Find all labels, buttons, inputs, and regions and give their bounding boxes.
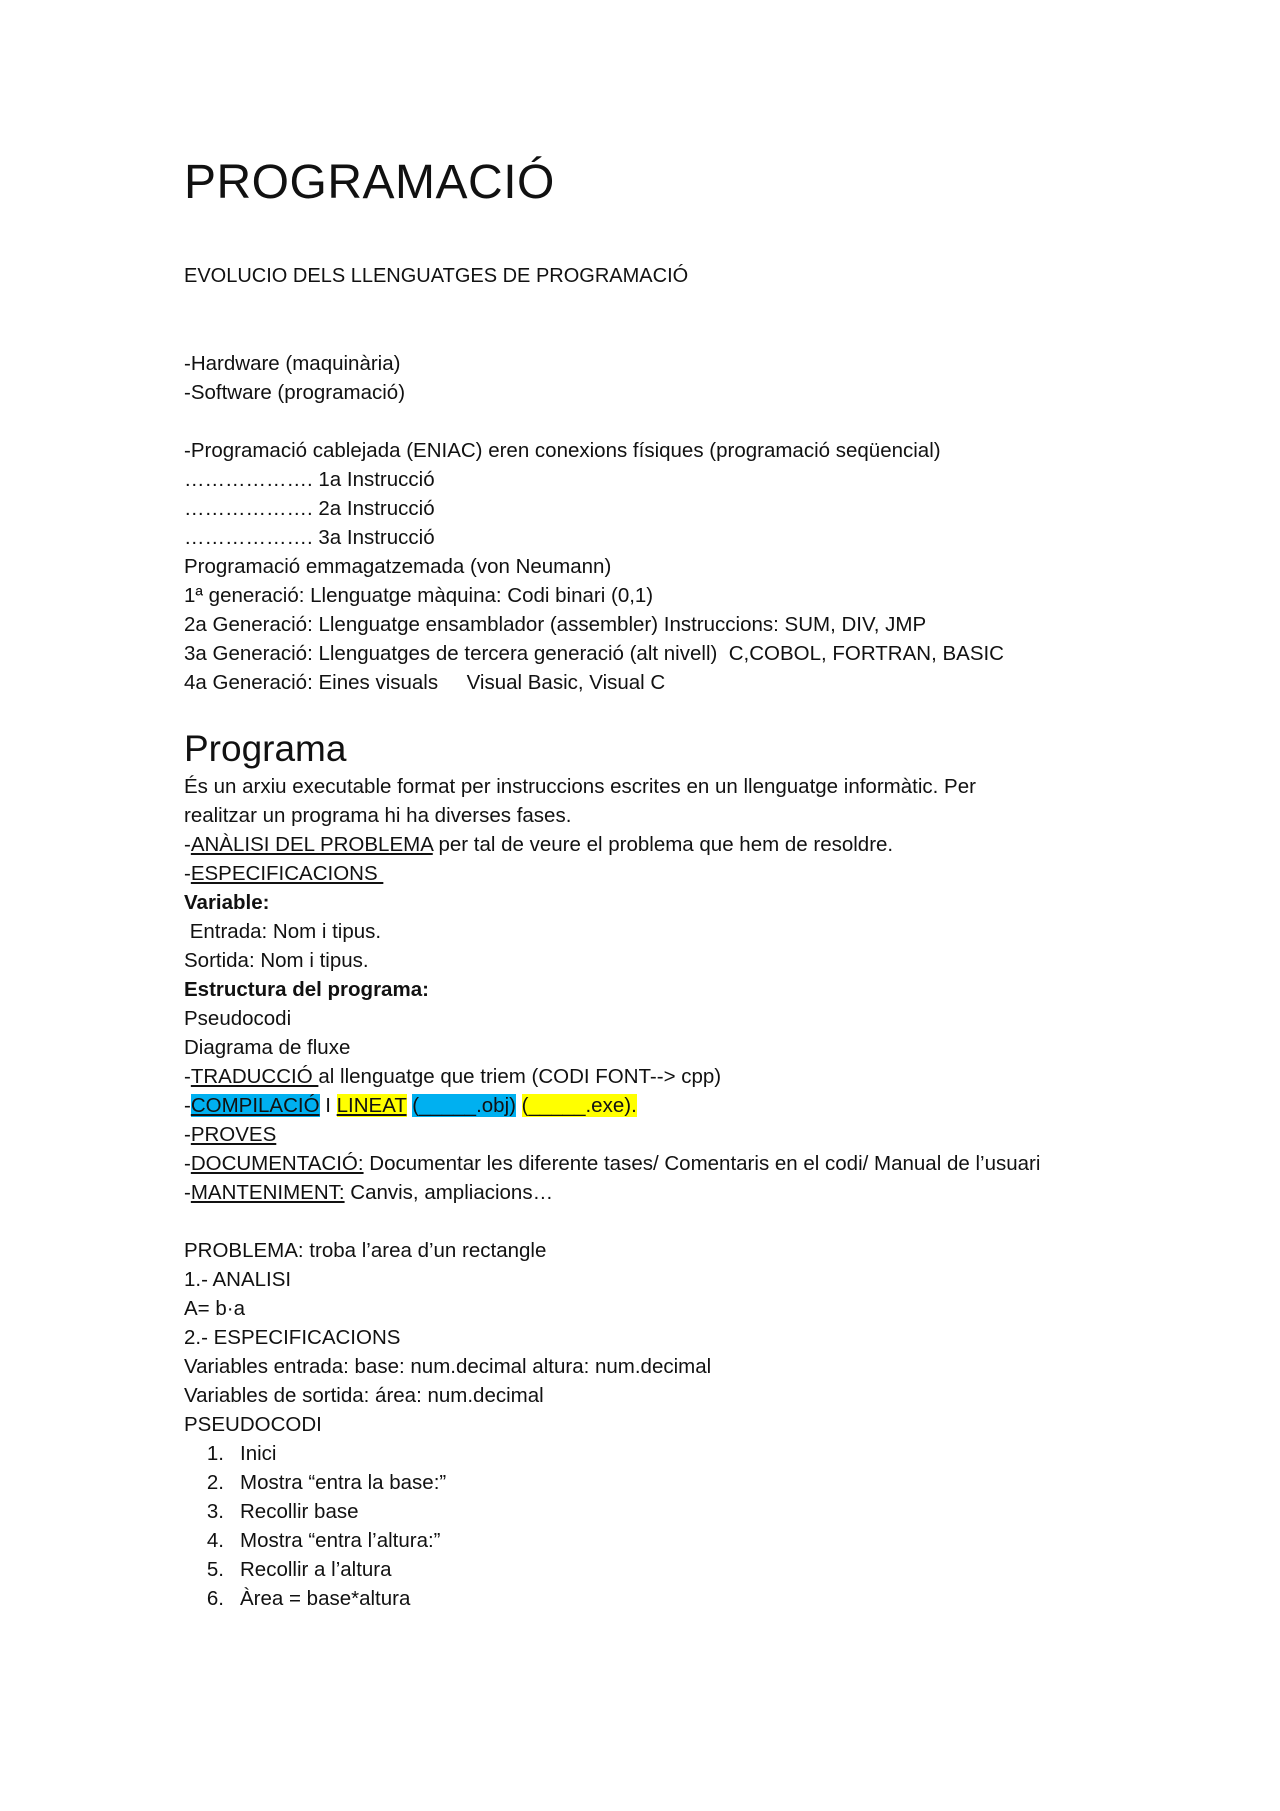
problema-line: Variables de sortida: área: num.decimal bbox=[184, 1383, 544, 1407]
document-title: PROGRAMACIÓ bbox=[184, 156, 555, 209]
list-item: 1. Inici bbox=[206, 1441, 277, 1465]
phase-label: DOCUMENTACIÓ: bbox=[190, 1151, 364, 1175]
evolution-line: 4a Generació: Eines visuals Visual Basic, Visual C bbox=[184, 671, 666, 695]
section-subtitle: EVOLUCIO DELS LLENGUATGES DE PROGRAMACIÓ bbox=[184, 265, 689, 288]
problema-line: PSEUDOCODI bbox=[184, 1412, 322, 1436]
list-item: 6. Àrea = base*altura bbox=[206, 1586, 411, 1610]
compilacio-label: COMPILACIÓ bbox=[190, 1093, 320, 1117]
phase-label: MANTENIMENT: bbox=[190, 1180, 345, 1204]
evolution-line: 1ª generació: Llenguatge màquina: Codi binari (0,1) bbox=[184, 584, 654, 608]
diagrama-line: Diagrama de fluxe bbox=[184, 1035, 351, 1059]
phase-especificacions: -ESPECIFICACIONS bbox=[184, 861, 384, 885]
phase-proves: -PROVES bbox=[184, 1122, 277, 1146]
phase-analisi: -ANÀLISI DEL PROBLEMA per tal de veure el problema que hem de resoldre. bbox=[184, 832, 894, 856]
list-item: 3. Recollir base bbox=[206, 1499, 359, 1523]
document-page bbox=[184, 155, 1104, 1613]
intro-line: -Hardware (maquinària) bbox=[184, 352, 401, 376]
evolution-line: 2a Generació: Llenguatge ensamblador (assembler) Instruccions: SUM, DIV, JMP bbox=[184, 613, 927, 637]
problema-line: Variables entrada: base: num.decimal altura: num.decimal bbox=[184, 1354, 712, 1378]
phase-compilacio: -COMPILACIÓ I LINEAT (_____.obj) (_____.exe). bbox=[184, 1093, 637, 1117]
estructura-label: Estructura del programa: bbox=[184, 977, 429, 1001]
list-item: 2. Mostra “entra la base:” bbox=[206, 1470, 447, 1494]
lineat-label: LINEAT bbox=[336, 1093, 407, 1117]
pseudocode-steps bbox=[184, 1439, 1104, 1613]
programa-description: És un arxiu executable format per instruccions escrites en un llenguatge informàtic. Per bbox=[184, 774, 976, 798]
list-item: 5. Recollir a l’altura bbox=[206, 1557, 392, 1581]
intro-line: -Software (programació) bbox=[184, 381, 406, 405]
problema-line: PROBLEMA: troba l’area d’un rectangle bbox=[184, 1238, 547, 1262]
evolution-line: ………………. 1a Instrucció bbox=[184, 468, 435, 492]
phase-label: TRADUCCIÓ bbox=[190, 1064, 319, 1088]
programa-description: realitzar un programa hi ha diverses fases. bbox=[184, 803, 572, 827]
phase-label: ANÀLISI DEL PROBLEMA bbox=[190, 832, 433, 856]
evolution-line: 3a Generació: Llenguatges de tercera generació (alt nivell) C,COBOL, FORTRAN, BASIC bbox=[184, 642, 1004, 666]
variable-label: Variable: bbox=[184, 890, 270, 914]
pseudocodi-line: Pseudocodi bbox=[184, 1006, 292, 1030]
sortida-line: Sortida: Nom i tipus. bbox=[184, 948, 369, 972]
exe-highlight: (_____.exe). bbox=[521, 1093, 637, 1117]
phase-label: PROVES bbox=[190, 1122, 277, 1146]
evolution-line: ………………. 2a Instrucció bbox=[184, 497, 435, 521]
intro-block bbox=[184, 349, 1104, 407]
phase-manteniment: -MANTENIMENT: Canvis, ampliacions… bbox=[184, 1180, 554, 1204]
programa-block bbox=[184, 772, 1104, 1207]
evolution-block bbox=[184, 436, 1104, 697]
obj-highlight: (_____.obj) bbox=[412, 1093, 516, 1117]
problema-line: 1.- ANALISI bbox=[184, 1267, 292, 1291]
problema-line: A= b·a bbox=[184, 1296, 245, 1320]
problema-block bbox=[184, 1236, 1104, 1439]
phase-documentacio: -DOCUMENTACIÓ: Documentar les diferente tases/ Comentaris en el codi/ Manual de l’usuari bbox=[184, 1151, 1041, 1175]
entrada-line: Entrada: Nom i tipus. bbox=[184, 919, 382, 943]
evolution-line: -Programació cablejada (ENIAC) eren conexions físiques (programació seqüencial) bbox=[184, 439, 941, 463]
programa-heading: Programa bbox=[184, 728, 347, 770]
problema-line: 2.- ESPECIFICACIONS bbox=[184, 1325, 401, 1349]
phase-label: ESPECIFICACIONS bbox=[190, 861, 384, 885]
evolution-line: ………………. 3a Instrucció bbox=[184, 526, 435, 550]
list-item: 4. Mostra “entra l’altura:” bbox=[206, 1528, 441, 1552]
phase-traduccio: -TRADUCCIÓ al llenguatge que triem (CODI FONT--> cpp) bbox=[184, 1064, 722, 1088]
evolution-line: Programació emmagatzemada (von Neumann) bbox=[184, 555, 612, 579]
